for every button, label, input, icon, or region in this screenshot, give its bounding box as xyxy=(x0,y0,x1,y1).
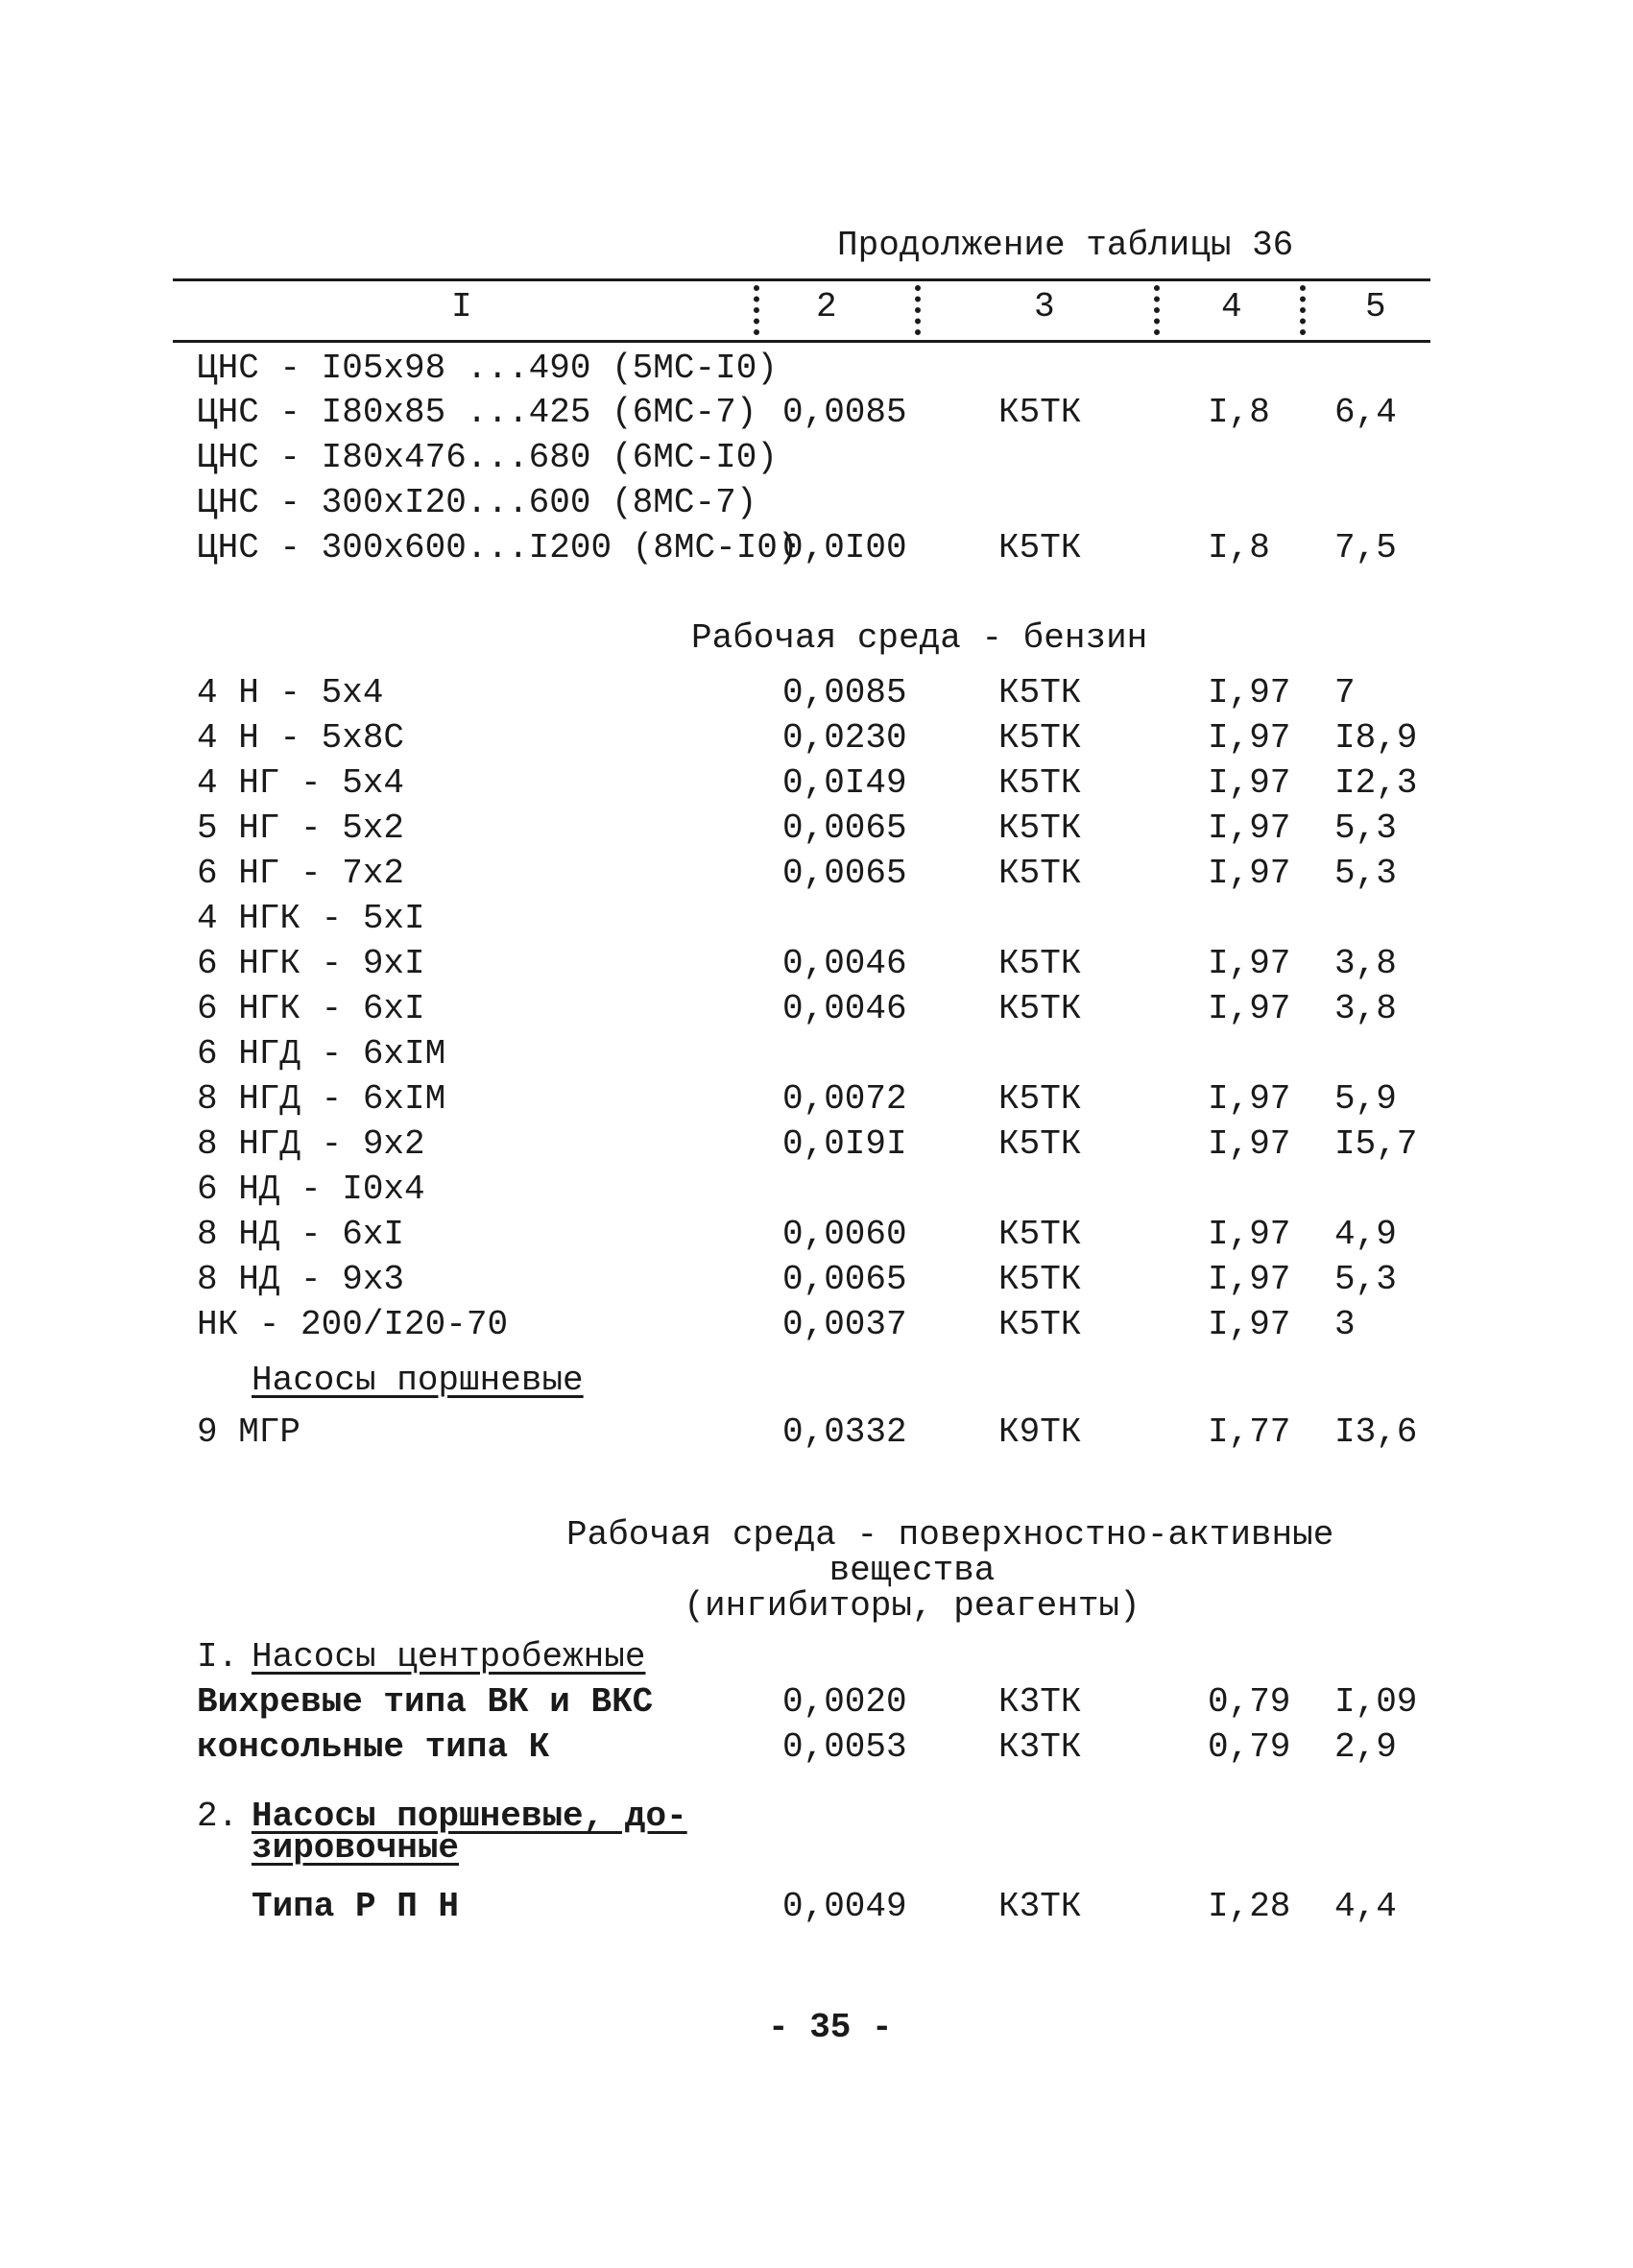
header-separator xyxy=(1300,285,1306,335)
cell-col2: 0,0046 xyxy=(782,944,907,983)
cell-col4: I,97 xyxy=(1208,944,1291,983)
row-name: 4 НГК - 5xI xyxy=(197,899,425,938)
row-name: консольные типа К xyxy=(197,1727,550,1767)
header-top-rule xyxy=(173,278,1430,281)
cell-col4: I,97 xyxy=(1208,718,1291,758)
cell-col2: 0,0053 xyxy=(782,1727,907,1767)
cell-col3: К3ТК xyxy=(998,1887,1082,1926)
row-name: Типа Р П Н xyxy=(252,1887,460,1926)
cell-col3: К5ТК xyxy=(998,528,1082,567)
cell-col3: К5ТК xyxy=(998,1124,1082,1164)
cell-col2: 0,0020 xyxy=(782,1682,907,1722)
cell-col2: 0,0065 xyxy=(782,808,907,848)
cell-col4: I,97 xyxy=(1208,1215,1291,1254)
cell-col5: 7 xyxy=(1334,673,1356,712)
row-name: ЦНС - 300x600...I200 (8МС-I0) xyxy=(197,528,799,567)
column-header-2: 2 xyxy=(816,287,837,326)
cell-col5: 7,5 xyxy=(1334,528,1397,567)
row-name: 5 НГ - 5x2 xyxy=(197,808,405,848)
column-header-5: 5 xyxy=(1365,287,1386,326)
cell-col4: I,8 xyxy=(1208,528,1270,567)
row-name: 9 МГР xyxy=(197,1412,301,1452)
cell-col2: 0,0037 xyxy=(782,1305,907,1344)
cell-col4: I,97 xyxy=(1208,808,1291,848)
cell-col3: К5ТК xyxy=(998,673,1082,712)
cell-col4: I,97 xyxy=(1208,854,1291,893)
cell-col5: I,09 xyxy=(1334,1682,1418,1722)
cell-col2: 0,0046 xyxy=(782,989,907,1028)
cell-col2: 0,0085 xyxy=(782,393,907,432)
row-name: 6 НГК - 6xI xyxy=(197,989,425,1028)
cell-col4: I,28 xyxy=(1208,1887,1291,1926)
row-name: 4 Н - 5x8С xyxy=(197,718,405,758)
cell-col4: I,8 xyxy=(1208,393,1270,432)
cell-col5: I8,9 xyxy=(1334,718,1418,758)
cell-col5: 3,8 xyxy=(1334,944,1397,983)
row-name: ЦНС - 300xI20...600 (8МС-7) xyxy=(197,483,757,522)
cell-col2: 0,0230 xyxy=(782,718,907,758)
cell-col5: 5,3 xyxy=(1334,1260,1397,1299)
subsection-number: I. xyxy=(197,1637,239,1677)
cell-col3: К5ТК xyxy=(998,854,1082,893)
cell-col5: 3,8 xyxy=(1334,989,1397,1028)
cell-col2: 0,0085 xyxy=(782,673,907,712)
cell-col2: 0,0I00 xyxy=(782,528,907,567)
cell-col2: 0,0332 xyxy=(782,1412,907,1452)
section-title-surfactants-line1: Рабочая среда - поверхностно-активные xyxy=(566,1515,1334,1555)
row-name: 6 НГ - 7x2 xyxy=(197,854,405,893)
cell-col3: К3ТК xyxy=(998,1727,1082,1767)
cell-col3: К5ТК xyxy=(998,763,1082,803)
cell-col4: I,97 xyxy=(1208,673,1291,712)
cell-col3: К5ТК xyxy=(998,1079,1082,1119)
row-name: 8 НД - 6xI xyxy=(197,1215,405,1254)
cell-col2: 0,0049 xyxy=(782,1887,907,1926)
cell-col5: I3,6 xyxy=(1334,1412,1418,1452)
row-name: 6 НД - I0x4 xyxy=(197,1170,425,1209)
cell-col4: I,97 xyxy=(1208,1260,1291,1299)
cell-col5: 2,9 xyxy=(1334,1727,1397,1767)
cell-col5: 3 xyxy=(1334,1305,1356,1344)
header-bottom-rule xyxy=(173,340,1430,343)
row-name: 8 НГД - 6xIМ xyxy=(197,1079,446,1119)
cell-col2: 0,0065 xyxy=(782,1260,907,1299)
row-name: 4 НГ - 5x4 xyxy=(197,763,405,803)
cell-col4: I,97 xyxy=(1208,989,1291,1028)
section-title-surfactants-line3: (ингибиторы, реагенты) xyxy=(684,1586,1141,1626)
header-separator xyxy=(754,285,759,335)
row-name: 6 НГК - 9xI xyxy=(197,944,425,983)
cell-col3: К3ТК xyxy=(998,1682,1082,1722)
cell-col4: I,77 xyxy=(1208,1412,1291,1452)
cell-col2: 0,0I49 xyxy=(782,763,907,803)
cell-col3: К9ТК xyxy=(998,1412,1082,1452)
subsection-number: 2. xyxy=(197,1797,239,1836)
column-header-4: 4 xyxy=(1221,287,1242,326)
cell-col3: К5ТК xyxy=(998,989,1082,1028)
piston-pumps-heading: Насосы поршневые xyxy=(252,1361,584,1400)
cell-col4: I,97 xyxy=(1208,1124,1291,1164)
cell-col5: I2,3 xyxy=(1334,763,1418,803)
row-name: ЦНС - I05x98 ...490 (5МС-I0) xyxy=(197,349,778,388)
row-name: ЦНС - I80x476...680 (6МС-I0) xyxy=(197,438,778,477)
cell-col2: 0,0065 xyxy=(782,854,907,893)
row-name: 6 НГД - 6xIМ xyxy=(197,1034,446,1074)
cell-col5: 5,3 xyxy=(1334,854,1397,893)
cell-col3: К5ТК xyxy=(998,1215,1082,1254)
cell-col5: 6,4 xyxy=(1334,393,1397,432)
row-name: Вихревые типа ВК и ВКС xyxy=(197,1682,654,1722)
dosing-pumps-heading-line1: Насосы поршневые, до- xyxy=(252,1797,687,1836)
cell-col4: 0,79 xyxy=(1208,1682,1291,1722)
cell-col3: К5ТК xyxy=(998,944,1082,983)
section-title-benzin: Рабочая среда - бензин xyxy=(691,618,1148,658)
cell-col3: К5ТК xyxy=(998,1305,1082,1344)
cell-col5: 5,9 xyxy=(1334,1079,1397,1119)
cell-col4: I,97 xyxy=(1208,763,1291,803)
row-name: 8 НГД - 9x2 xyxy=(197,1124,425,1164)
row-name: 8 НД - 9x3 xyxy=(197,1260,405,1299)
cell-col4: I,97 xyxy=(1208,1079,1291,1119)
centrifugal-pumps-heading: Насосы центробежные xyxy=(252,1637,646,1677)
cell-col4: 0,79 xyxy=(1208,1727,1291,1767)
cell-col5: 4,9 xyxy=(1334,1215,1397,1254)
page-number: - 35 - xyxy=(768,2008,893,2047)
row-name: НК - 200/I20-70 xyxy=(197,1305,509,1344)
row-name: ЦНС - I80x85 ...425 (6МС-7) xyxy=(197,393,757,432)
cell-col4: I,97 xyxy=(1208,1305,1291,1344)
column-header-3: 3 xyxy=(1034,287,1055,326)
row-name: 4 Н - 5x4 xyxy=(197,673,384,712)
cell-col3: К5ТК xyxy=(998,808,1082,848)
cell-col3: К5ТК xyxy=(998,718,1082,758)
dosing-pumps-heading-line2: зировочные xyxy=(252,1828,460,1868)
table-caption: Продолжение таблицы 36 xyxy=(837,226,1294,265)
cell-col3: К5ТК xyxy=(998,393,1082,432)
cell-col5: 5,3 xyxy=(1334,808,1397,848)
column-header-1: I xyxy=(451,287,472,326)
cell-col2: 0,0I9I xyxy=(782,1124,907,1164)
cell-col3: К5ТК xyxy=(998,1260,1082,1299)
cell-col2: 0,0060 xyxy=(782,1215,907,1254)
header-separator xyxy=(1154,285,1160,335)
cell-col5: 4,4 xyxy=(1334,1887,1397,1926)
header-separator xyxy=(915,285,921,335)
cell-col2: 0,0072 xyxy=(782,1079,907,1119)
cell-col5: I5,7 xyxy=(1334,1124,1418,1164)
section-title-surfactants-line2: вещества xyxy=(829,1551,996,1590)
